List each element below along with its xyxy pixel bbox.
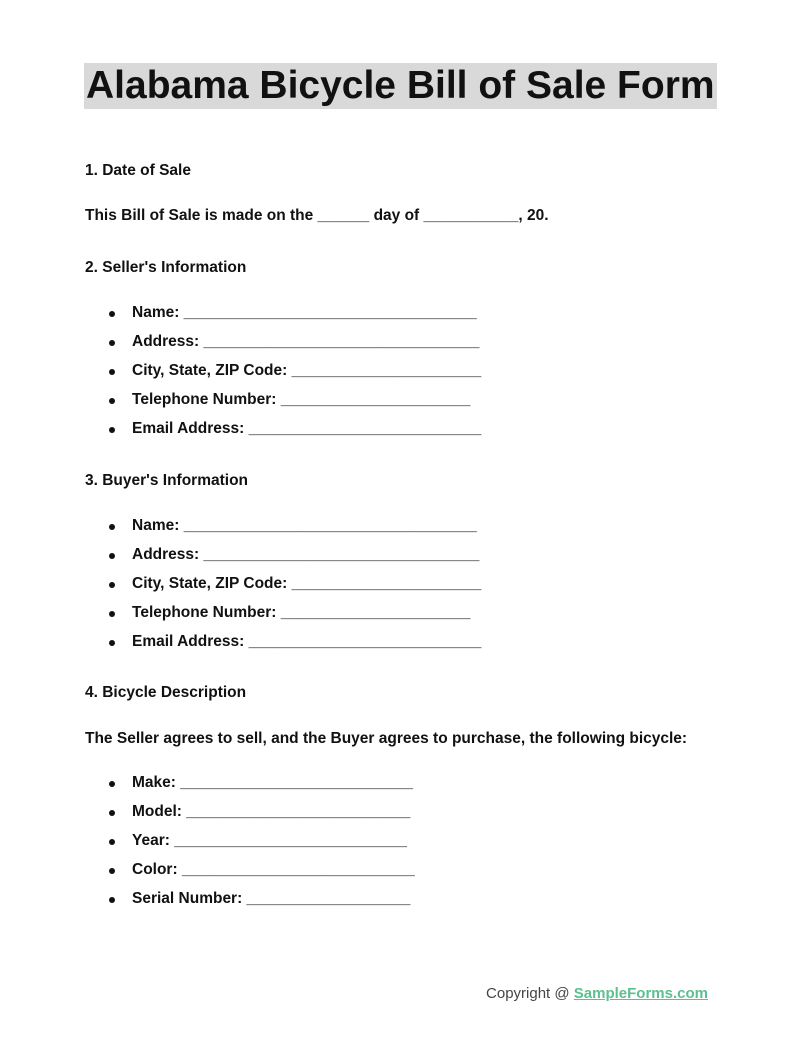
bullet-icon bbox=[109, 839, 115, 845]
bicycle-agreement-text: The Seller agrees to sell, and the Buyer agrees to purchase, the following bicycle: bbox=[85, 730, 688, 747]
page-title: Alabama Bicycle Bill of Sale Form bbox=[86, 64, 715, 107]
field-label: Address: ________________________________ bbox=[132, 546, 480, 563]
brand-link[interactable]: SampleForms.com bbox=[573, 985, 708, 1002]
buyer-telephone-field bbox=[0, 603, 481, 632]
buyer-email-field bbox=[0, 632, 481, 661]
bicycle-serial-number-field bbox=[0, 889, 415, 918]
bullet-icon bbox=[109, 611, 115, 617]
field-label: City, State, ZIP Code: ______________________ bbox=[132, 575, 482, 592]
seller-email-field bbox=[0, 419, 481, 448]
field-label: Model: __________________________ bbox=[132, 803, 411, 820]
bicycle-model-field bbox=[0, 802, 415, 831]
seller-fields-list bbox=[0, 303, 481, 448]
bullet-icon bbox=[109, 810, 115, 816]
field-label: Address: ________________________________ bbox=[132, 333, 480, 350]
section-heading-date: 1. Date of Sale bbox=[85, 162, 191, 179]
bullet-icon bbox=[109, 640, 115, 646]
field-label: Telephone Number: ______________________ bbox=[132, 604, 471, 621]
buyer-name-field bbox=[0, 516, 481, 545]
buyer-city-state-zip-field bbox=[0, 574, 481, 603]
field-label: Year: ___________________________ bbox=[132, 832, 407, 849]
field-label: Name: __________________________________ bbox=[132, 304, 477, 321]
bicycle-color-field bbox=[0, 860, 415, 889]
seller-address-field bbox=[0, 332, 481, 361]
field-label: Telephone Number: ______________________ bbox=[132, 391, 471, 408]
bullet-icon bbox=[109, 398, 115, 404]
seller-name-field bbox=[0, 303, 481, 332]
buyer-address-field bbox=[0, 545, 481, 574]
section-heading-bicycle: 4. Bicycle Description bbox=[85, 684, 247, 701]
bullet-icon bbox=[109, 311, 115, 317]
bullet-icon bbox=[109, 781, 115, 787]
seller-telephone-field bbox=[0, 390, 481, 419]
section-heading-buyer: 3. Buyer's Information bbox=[85, 472, 249, 489]
bullet-icon bbox=[109, 582, 115, 588]
field-label: Color: ___________________________ bbox=[132, 861, 415, 878]
field-label: Make: ___________________________ bbox=[132, 774, 413, 791]
field-label: Name: __________________________________ bbox=[132, 517, 477, 534]
bicycle-year-field bbox=[0, 831, 415, 860]
field-label: Email Address: ___________________________ bbox=[132, 420, 482, 437]
bullet-icon bbox=[109, 340, 115, 346]
section-heading-seller: 2. Seller's Information bbox=[85, 259, 247, 276]
bullet-icon bbox=[109, 524, 115, 530]
copyright-prefix: Copyright @ bbox=[486, 985, 574, 1002]
field-label: Email Address: ___________________________ bbox=[132, 633, 482, 650]
bullet-icon bbox=[109, 427, 115, 433]
date-of-sale-text: This Bill of Sale is made on the ______ day of ___________, 20. bbox=[85, 207, 549, 224]
field-label: City, State, ZIP Code: ______________________ bbox=[132, 362, 482, 379]
bullet-icon bbox=[109, 369, 115, 375]
bicycle-make-field bbox=[0, 773, 415, 802]
bicycle-fields-list bbox=[0, 773, 415, 918]
bullet-icon bbox=[109, 553, 115, 559]
bullet-icon bbox=[109, 897, 115, 903]
field-label: Serial Number: ___________________ bbox=[132, 890, 411, 907]
bullet-icon bbox=[109, 868, 115, 874]
seller-city-state-zip-field bbox=[0, 361, 481, 390]
buyer-fields-list bbox=[0, 516, 481, 661]
copyright-footer bbox=[486, 985, 708, 1002]
